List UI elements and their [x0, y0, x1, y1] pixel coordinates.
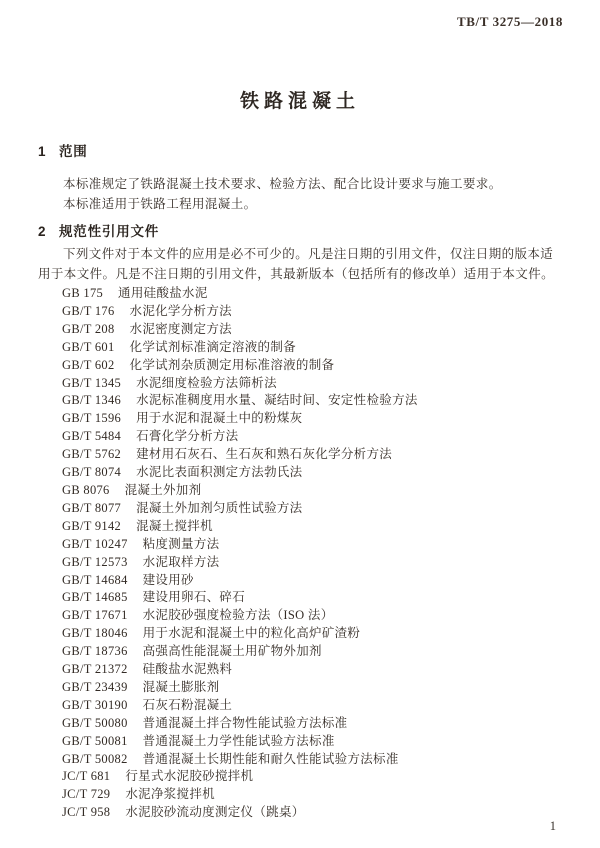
- reference-item: [62, 572, 564, 590]
- reference-code: GB/T 1346: [62, 393, 122, 408]
- section-scope: [38, 141, 564, 214]
- reference-title: 化学试剂杂质测定用标准溶液的制备: [129, 357, 335, 372]
- reference-code: GB/T 1596: [62, 411, 122, 426]
- references-intro: [38, 244, 564, 284]
- reference-title: 建设用卵石、碎石: [142, 590, 246, 605]
- reference-title: 石灰石粉混凝土: [142, 697, 233, 712]
- reference-title: 水泥净浆搅拌机: [125, 787, 215, 802]
- section-heading-references: [38, 221, 564, 240]
- reference-title: 高强高性能混凝土用矿物外加剂: [142, 644, 322, 659]
- reference-title: 用于水泥和混凝土中的粒化高炉矿渣粉: [142, 626, 361, 641]
- reference-title: 混凝土外加剂匀质性试验方法: [136, 500, 303, 515]
- reference-title: 普通混凝土力学性能试验方法标准: [142, 733, 335, 748]
- reference-code: GB/T 9142: [62, 518, 122, 533]
- reference-item: [62, 410, 564, 428]
- reference-title: 混凝土外加剂: [124, 482, 202, 497]
- reference-title: 行星式水泥胶砂搅拌机: [125, 769, 254, 784]
- scope-paragraphs: [38, 174, 564, 214]
- reference-item: [62, 786, 564, 804]
- reference-title: 石膏化学分析方法: [136, 429, 239, 444]
- standard-number: TB/T 3275—2018: [456, 14, 563, 29]
- reference-title: 普通混凝土长期性能和耐久性能试验方法标准: [142, 751, 399, 766]
- reference-item: [62, 589, 564, 607]
- reference-item: [62, 715, 564, 733]
- reference-item: [62, 285, 564, 303]
- reference-code: GB/T 12573: [62, 554, 128, 569]
- reference-title: 水泥比表面积测定方法勃氏法: [136, 465, 303, 480]
- reference-code: GB 175: [62, 286, 104, 300]
- reference-item: [62, 607, 564, 625]
- references-list: [38, 285, 564, 822]
- section-normative-references: [38, 221, 564, 822]
- reference-code: GB/T 5762: [62, 447, 122, 462]
- reference-code: GB/T 601: [62, 339, 115, 354]
- reference-item: [62, 446, 564, 464]
- section-number: 1: [38, 144, 46, 159]
- reference-item: [62, 321, 564, 339]
- paragraph: 本标准适用于铁路工程用混凝土。: [63, 197, 257, 211]
- reference-title: 粘度测量方法: [142, 536, 220, 551]
- reference-code: GB/T 18046: [62, 626, 128, 641]
- reference-code: GB/T 30190: [62, 697, 128, 712]
- section-number: 2: [38, 224, 46, 239]
- section-heading-scope: [38, 141, 564, 160]
- reference-title: 水泥化学分析方法: [129, 303, 232, 318]
- document-title: 铁路混凝土: [239, 91, 360, 112]
- reference-item: [62, 464, 564, 482]
- reference-item: [62, 554, 564, 572]
- reference-title: 用于水泥和混凝土中的粉煤灰: [136, 411, 303, 426]
- reference-item: [62, 536, 564, 554]
- reference-code: GB/T 21372: [62, 662, 128, 677]
- reference-title: 混凝土搅拌机: [136, 518, 213, 533]
- reference-code: GB/T 1345: [62, 375, 122, 390]
- reference-item: [62, 428, 564, 446]
- reference-code: JC/T 681: [62, 769, 111, 784]
- reference-code: GB/T 208: [62, 321, 115, 336]
- reference-code: JC/T 729: [62, 787, 111, 802]
- section-title: 规范性引用文件: [59, 224, 160, 239]
- paragraph: 本标准规定了铁路混凝土技术要求、检验方法、配合比设计要求与施工要求。: [63, 177, 502, 191]
- reference-item: [62, 643, 564, 661]
- reference-code: GB/T 10247: [62, 536, 128, 551]
- reference-code: GB/T 50081: [62, 733, 128, 748]
- page-number: 1: [549, 819, 556, 833]
- section-title: 范围: [59, 144, 88, 159]
- reference-item: [62, 482, 564, 500]
- reference-title: 建材用石灰石、生石灰和熟石灰化学分析方法: [136, 447, 393, 462]
- reference-item: [62, 339, 564, 357]
- reference-code: GB/T 50080: [62, 715, 128, 730]
- reference-title: 水泥胶砂流动度测定仪（跳桌）: [125, 805, 305, 820]
- reference-title: 建设用砂: [142, 572, 194, 587]
- reference-title: 水泥胶砂强度检验方法（ISO 法）: [142, 608, 334, 623]
- reference-item: [62, 303, 564, 321]
- reference-item: [62, 375, 564, 393]
- reference-item: [62, 768, 564, 786]
- reference-title: 混凝土膨胀剂: [142, 679, 220, 694]
- reference-item: [62, 500, 564, 518]
- reference-code: GB/T 8074: [62, 465, 122, 480]
- reference-code: GB 8076: [62, 482, 110, 497]
- reference-title: 硅酸盐水泥熟料: [142, 662, 233, 677]
- reference-title: 普通混凝土拌合物性能试验方法标准: [142, 715, 348, 730]
- reference-code: GB/T 17671: [62, 608, 128, 623]
- reference-code: JC/T 958: [62, 805, 111, 820]
- reference-title: 化学试剂标准滴定溶液的制备: [129, 339, 296, 354]
- reference-code: GB/T 50082: [62, 751, 128, 766]
- reference-code: GB/T 14685: [62, 590, 128, 605]
- reference-item: [62, 697, 564, 715]
- reference-title: 水泥标准稠度用水量、凝结时间、安定性检验方法: [136, 393, 418, 408]
- reference-item: [62, 518, 564, 536]
- reference-title: 水泥细度检验方法筛析法: [136, 375, 277, 390]
- reference-code: GB/T 5484: [62, 429, 122, 444]
- reference-code: GB/T 23439: [62, 679, 128, 694]
- reference-item: [62, 392, 564, 410]
- reference-code: GB/T 8077: [62, 500, 122, 515]
- reference-item: [62, 679, 564, 697]
- reference-title: 通用硅酸盐水泥: [118, 286, 208, 300]
- reference-item: [62, 625, 564, 643]
- reference-item: [62, 733, 564, 751]
- reference-item: [62, 751, 564, 769]
- reference-item: [62, 357, 564, 375]
- reference-item: [62, 804, 564, 822]
- reference-code: GB/T 14684: [62, 572, 128, 587]
- reference-code: GB/T 176: [62, 303, 115, 318]
- reference-title: 水泥密度测定方法: [129, 321, 232, 336]
- paragraph: 下列文件对于本文件的应用是必不可少的。凡是注日期的引用文件，仅注日期的版本适用于本文件。凡是不注日期的引用文件，其最新版本（包括所有的修改单）适用于本文件。: [38, 247, 555, 281]
- reference-code: GB/T 602: [62, 357, 115, 372]
- reference-item: [62, 661, 564, 679]
- reference-code: GB/T 18736: [62, 644, 128, 659]
- reference-title: 水泥取样方法: [142, 554, 220, 569]
- document-body: [38, 141, 564, 822]
